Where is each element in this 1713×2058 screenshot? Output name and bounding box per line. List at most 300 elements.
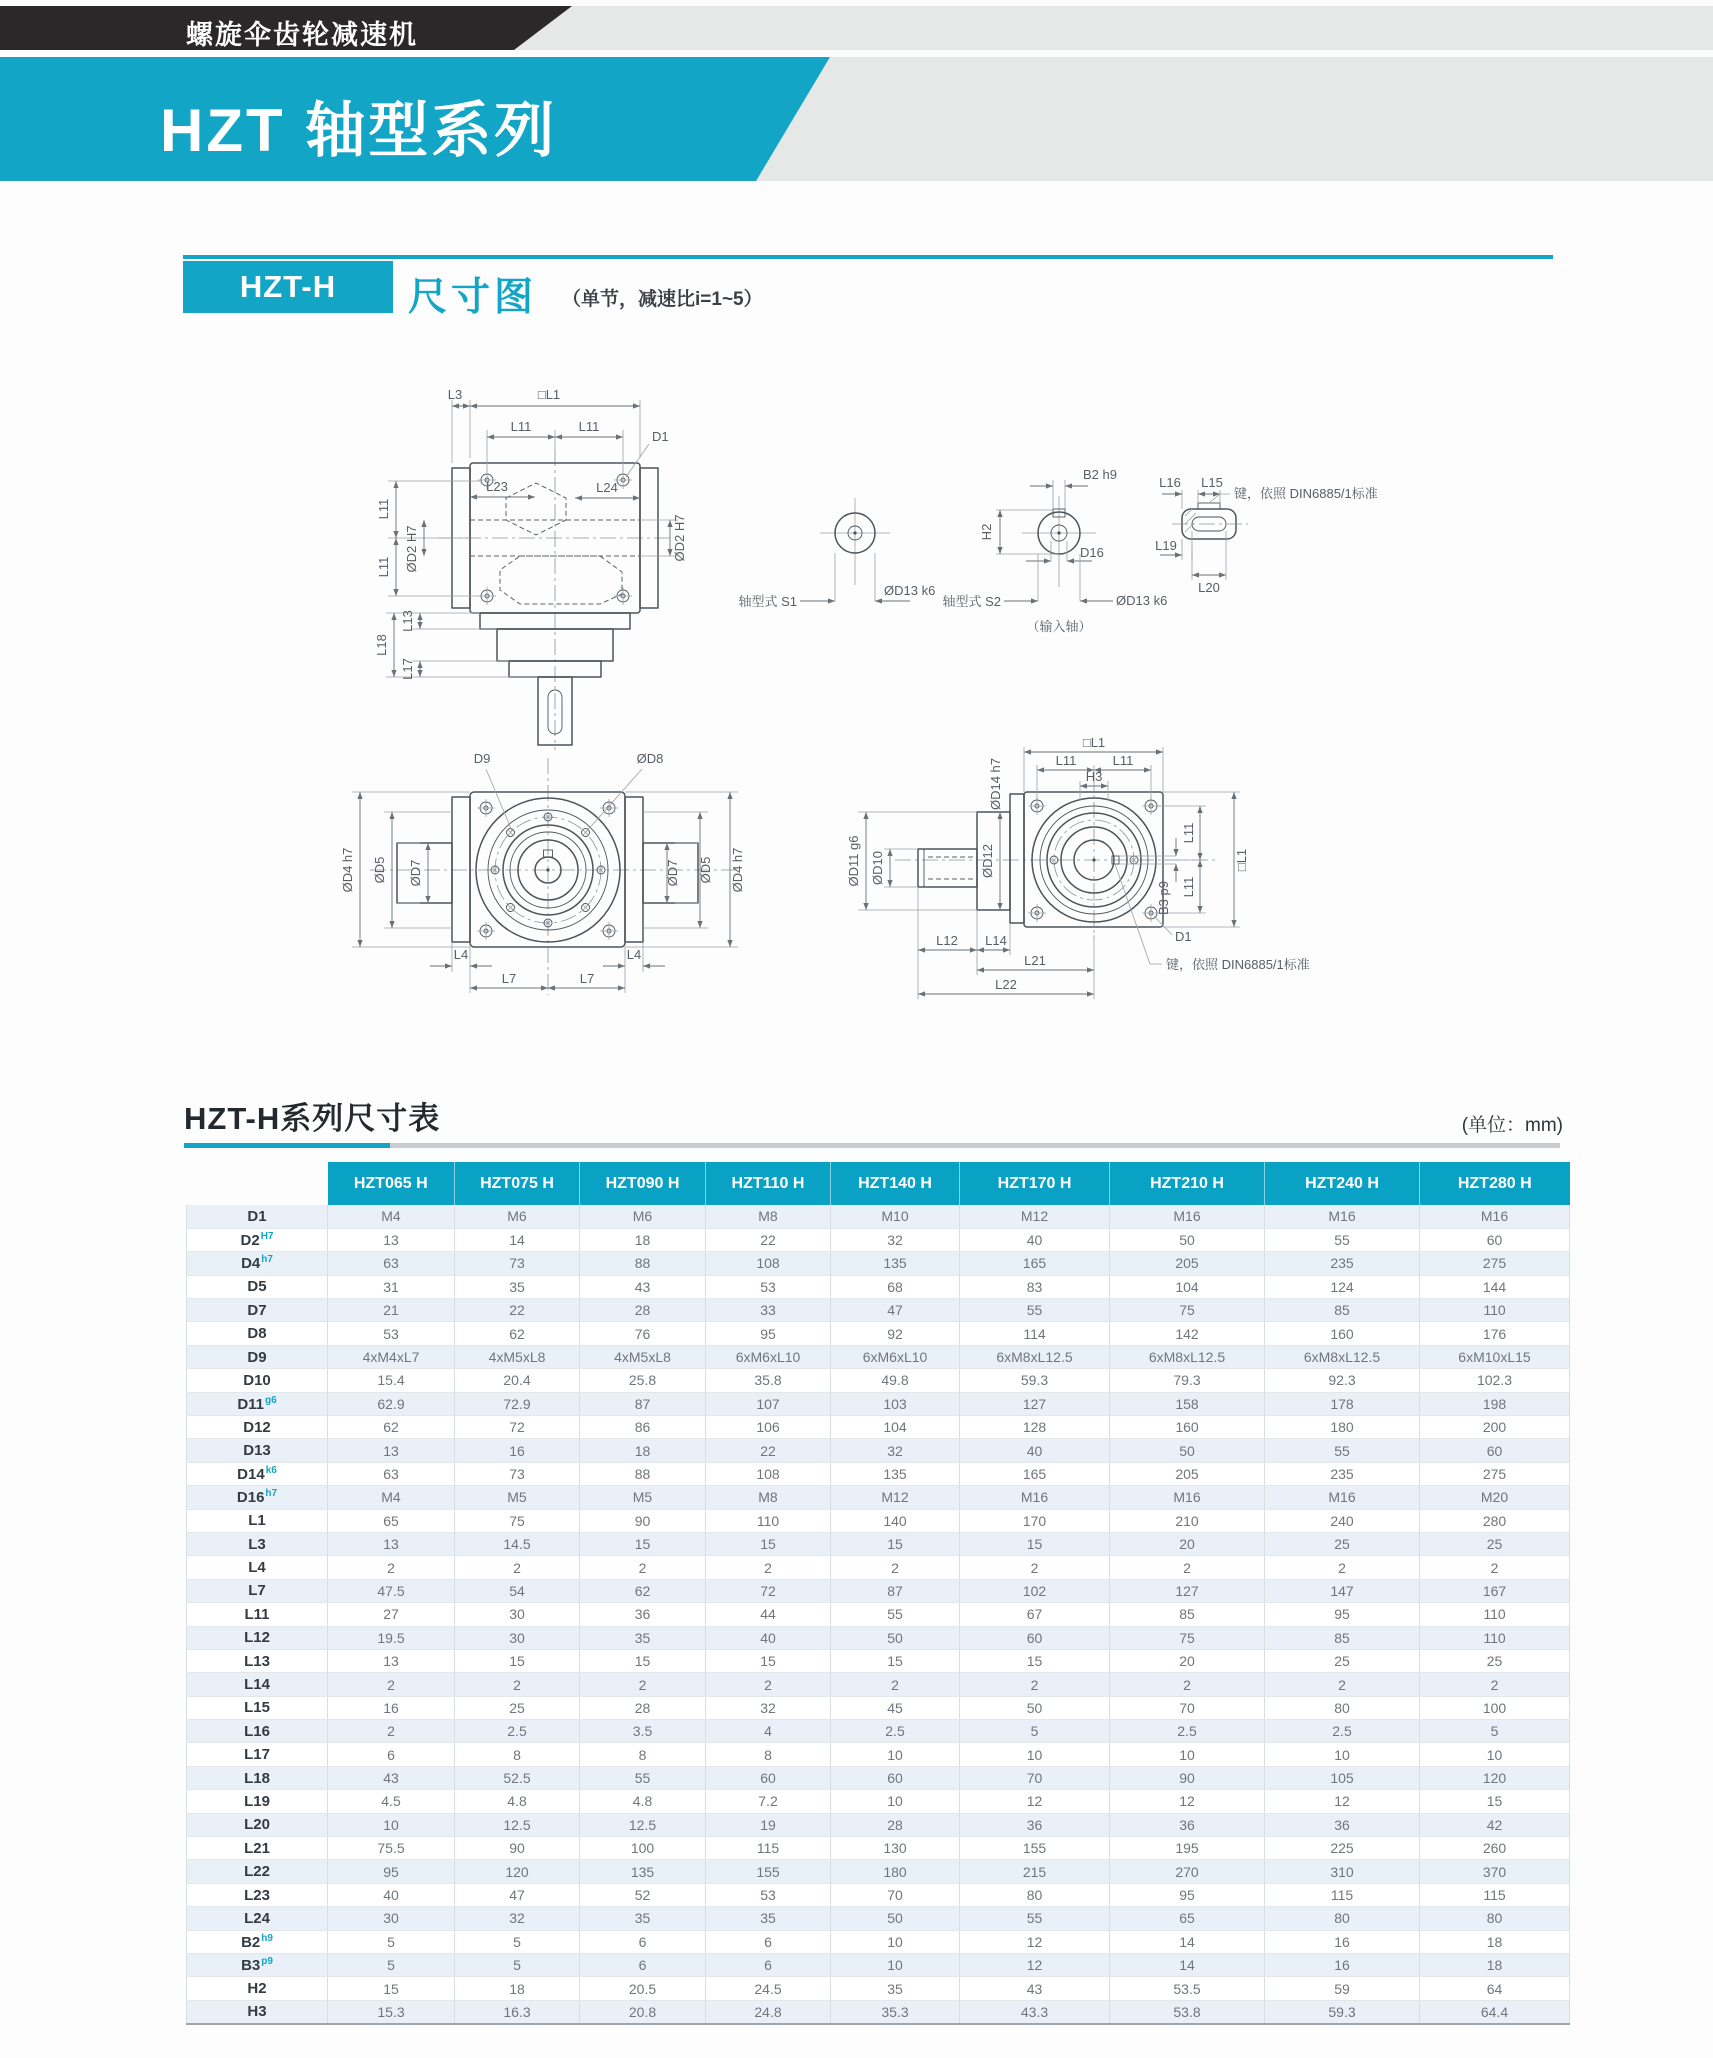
- cell: 60: [1420, 1228, 1570, 1251]
- cell: 6xM6xL10: [831, 1345, 960, 1368]
- cell: 215: [960, 1860, 1110, 1883]
- dim-label: L13: [400, 610, 415, 632]
- cell: 2: [1420, 1556, 1570, 1579]
- cell: M16: [1110, 1205, 1265, 1228]
- cell: 67: [960, 1603, 1110, 1626]
- cell: 15: [328, 1977, 455, 2000]
- cell: 103: [831, 1392, 960, 1415]
- dim-label: ØD4 h7: [340, 847, 355, 893]
- cell: 5: [455, 1930, 580, 1953]
- dim-label: L11: [1112, 753, 1134, 768]
- cell: 35: [455, 1275, 580, 1298]
- cell: 10: [831, 1743, 960, 1766]
- cell: 47: [455, 1883, 580, 1906]
- cell: 15: [580, 1649, 706, 1672]
- dimension-table-wrap: [186, 1162, 1569, 2025]
- cell: M6: [580, 1205, 706, 1228]
- cell: 120: [1420, 1766, 1570, 1789]
- cell: 27: [328, 1603, 455, 1626]
- dim-label: ØD2 H7: [672, 514, 687, 562]
- cell: 60: [831, 1766, 960, 1789]
- table-row: [187, 1462, 1570, 1485]
- cell: 15: [1420, 1790, 1570, 1813]
- cell: 60: [706, 1766, 831, 1789]
- cell: 14: [455, 1228, 580, 1251]
- dim-label: L23: [486, 479, 508, 494]
- cell: 15: [580, 1532, 706, 1555]
- cell: 75.5: [328, 1837, 455, 1860]
- row-label: D8: [187, 1322, 328, 1345]
- cell: 28: [831, 1813, 960, 1836]
- cell: 5: [1420, 1720, 1570, 1743]
- cell: 53: [328, 1322, 455, 1345]
- cell: 270: [1110, 1860, 1265, 1883]
- cell: 63: [328, 1462, 455, 1485]
- row-label: L19: [187, 1790, 328, 1813]
- dim-label: ØD7: [408, 859, 423, 887]
- cell: 6xM8xL12.5: [1110, 1345, 1265, 1368]
- cell: M6: [455, 1205, 580, 1228]
- cell: 240: [1265, 1509, 1420, 1532]
- key-standard-note: 键，依照 DIN6885/1标准: [1166, 957, 1310, 972]
- cell: 55: [960, 1907, 1110, 1930]
- cell: 20: [1110, 1649, 1265, 1672]
- cell: 12: [1265, 1790, 1420, 1813]
- cell: 10: [831, 1790, 960, 1813]
- table-row: [187, 1509, 1570, 1532]
- cell: 59: [1265, 1977, 1420, 2000]
- cell: 15: [960, 1649, 1110, 1672]
- cell: 50: [831, 1626, 960, 1649]
- table-row: [187, 1930, 1570, 1953]
- cell: 310: [1265, 1860, 1420, 1883]
- cell: 18: [580, 1439, 706, 1462]
- column-header: HZT090 H: [580, 1162, 706, 1205]
- cell: 53: [706, 1883, 831, 1906]
- dim-label: L20: [1198, 580, 1220, 595]
- table-row: [187, 1860, 1570, 1883]
- column-header: HZT140 H: [831, 1162, 960, 1205]
- cell: 4.5: [328, 1790, 455, 1813]
- cell: 2: [1265, 1673, 1420, 1696]
- cell: 2: [831, 1673, 960, 1696]
- cell: 83: [960, 1275, 1110, 1298]
- table-row: [187, 1299, 1570, 1322]
- cell: 68: [831, 1275, 960, 1298]
- cell: M16: [1265, 1486, 1420, 1509]
- cell: 40: [706, 1626, 831, 1649]
- dim-label: ØD13 k6: [884, 583, 936, 598]
- cell: 10: [960, 1743, 1110, 1766]
- dim-label: L17: [400, 658, 415, 680]
- cell: 40: [328, 1883, 455, 1906]
- cell: 59.3: [960, 1369, 1110, 1392]
- cell: 35.3: [831, 2000, 960, 2023]
- dim-label: ØD11 g6: [846, 835, 861, 887]
- cell: 165: [960, 1462, 1110, 1485]
- cell: 160: [1265, 1322, 1420, 1345]
- cell: 2: [328, 1673, 455, 1696]
- cell: 75: [455, 1509, 580, 1532]
- cell: 75: [1110, 1626, 1265, 1649]
- table-row: [187, 1392, 1570, 1415]
- row-label: D10: [187, 1369, 328, 1392]
- cell: 110: [1420, 1603, 1570, 1626]
- cell: 28: [580, 1299, 706, 1322]
- cell: 110: [1420, 1299, 1570, 1322]
- cell: 6xM10xL15: [1420, 1345, 1570, 1368]
- cell: 20.8: [580, 2000, 706, 2023]
- cell: 120: [455, 1860, 580, 1883]
- cell: 10: [328, 1813, 455, 1836]
- dim-label: L4: [626, 947, 642, 962]
- cell: 55: [831, 1603, 960, 1626]
- row-label: L21: [187, 1837, 328, 1860]
- cell: 42: [1420, 1813, 1570, 1836]
- cell: 95: [328, 1860, 455, 1883]
- cell: 47: [831, 1299, 960, 1322]
- cell: 160: [1110, 1416, 1265, 1439]
- table-row: [187, 1532, 1570, 1555]
- cell: 62: [580, 1579, 706, 1602]
- cell: 35: [831, 1977, 960, 2000]
- cell: 40: [960, 1439, 1110, 1462]
- column-header: HZT065 H: [328, 1162, 455, 1205]
- cell: 80: [960, 1883, 1110, 1906]
- cell: 102.3: [1420, 1369, 1570, 1392]
- table-row: [187, 1837, 1570, 1860]
- cell: 43.3: [960, 2000, 1110, 2023]
- cell: 13: [328, 1649, 455, 1672]
- cell: 92: [831, 1322, 960, 1345]
- dimension-table: [186, 1162, 1570, 2025]
- cell: 180: [1265, 1416, 1420, 1439]
- cell: 2.5: [1110, 1720, 1265, 1743]
- cell: 75: [1110, 1299, 1265, 1322]
- dim-label: □L1: [537, 387, 561, 402]
- dim-label: ØD10: [870, 851, 885, 885]
- column-header: HZT210 H: [1110, 1162, 1265, 1205]
- cell: 2: [328, 1720, 455, 1743]
- cell: 70: [960, 1766, 1110, 1789]
- cell: 22: [706, 1439, 831, 1462]
- cell: 225: [1265, 1837, 1420, 1860]
- table-row: [187, 1790, 1570, 1813]
- cell: 16: [1265, 1930, 1420, 1953]
- row-label: L3: [187, 1532, 328, 1555]
- row-label: H3: [187, 2000, 328, 2023]
- cell: 127: [960, 1392, 1110, 1415]
- dim-label: L11: [510, 419, 532, 434]
- cell: 43: [328, 1766, 455, 1789]
- cell: 14: [1110, 1954, 1265, 1977]
- dim-label: L7: [501, 971, 517, 986]
- column-header: HZT280 H: [1420, 1162, 1570, 1205]
- table-row: [187, 1696, 1570, 1719]
- cell: 43: [960, 1977, 1110, 2000]
- row-label: L15: [187, 1696, 328, 1719]
- cell: 25: [1265, 1649, 1420, 1672]
- cell: 5: [455, 1954, 580, 1977]
- cell: 73: [455, 1462, 580, 1485]
- dim-label: D9: [473, 751, 491, 766]
- cell: 10: [831, 1930, 960, 1953]
- row-label: L16: [187, 1720, 328, 1743]
- dim-label: H2: [979, 523, 994, 541]
- cell: M12: [960, 1205, 1110, 1228]
- cell: 147: [1265, 1579, 1420, 1602]
- cell: 21: [328, 1299, 455, 1322]
- cell: 16: [328, 1696, 455, 1719]
- cell: 24.5: [706, 1977, 831, 2000]
- cell: 7.2: [706, 1790, 831, 1813]
- table-row: [187, 1228, 1570, 1251]
- cell: 10: [831, 1954, 960, 1977]
- cell: 158: [1110, 1392, 1265, 1415]
- dim-label: L11: [376, 498, 391, 520]
- cell: 10: [1110, 1743, 1265, 1766]
- cell: 73: [455, 1252, 580, 1275]
- cell: 30: [455, 1603, 580, 1626]
- row-label: L17: [187, 1743, 328, 1766]
- cell: 2: [831, 1556, 960, 1579]
- table-row: [187, 1743, 1570, 1766]
- key-standard-note: 键，依照 DIN6885/1标准: [1234, 486, 1378, 501]
- cell: 15: [831, 1532, 960, 1555]
- table-row: [187, 1345, 1570, 1368]
- cell: 60: [960, 1626, 1110, 1649]
- cell: 114: [960, 1322, 1110, 1345]
- cell: 2: [1420, 1673, 1570, 1696]
- cell: 127: [1110, 1579, 1265, 1602]
- cell: 15.4: [328, 1369, 455, 1392]
- cell: 80: [1265, 1696, 1420, 1719]
- cell: 64: [1420, 1977, 1570, 2000]
- dim-label: L14: [985, 933, 1007, 948]
- dim-label: D1: [1175, 929, 1192, 944]
- column-header: HZT075 H: [455, 1162, 580, 1205]
- front-view-drawing: [340, 751, 745, 995]
- dim-label: L22: [995, 977, 1017, 992]
- row-label: D1: [187, 1205, 328, 1228]
- cell: 5: [328, 1930, 455, 1953]
- cell: 235: [1265, 1252, 1420, 1275]
- dim-label: L11: [1181, 876, 1196, 898]
- cell: 280: [1420, 1509, 1570, 1532]
- cell: 52: [580, 1883, 706, 1906]
- cell: 105: [1265, 1766, 1420, 1789]
- table-row: [187, 1907, 1570, 1930]
- row-label: L13: [187, 1649, 328, 1672]
- shaft-sections-drawing: [738, 467, 1377, 634]
- cell: 15: [831, 1649, 960, 1672]
- cell: 15: [706, 1532, 831, 1555]
- cell: 108: [706, 1462, 831, 1485]
- dim-label: L12: [936, 933, 958, 948]
- cell: 62.9: [328, 1392, 455, 1415]
- section-note: （单节，减速比i=1~5）: [562, 289, 763, 310]
- cell: 2: [580, 1556, 706, 1579]
- cell: 25.8: [580, 1369, 706, 1392]
- cell: 35.8: [706, 1369, 831, 1392]
- cell: 90: [455, 1837, 580, 1860]
- cell: 275: [1420, 1252, 1570, 1275]
- cell: 87: [831, 1579, 960, 1602]
- cell: 88: [580, 1462, 706, 1485]
- cell: M16: [1265, 1205, 1420, 1228]
- cell: 95: [1265, 1603, 1420, 1626]
- cell: 205: [1110, 1252, 1265, 1275]
- cell: 140: [831, 1509, 960, 1532]
- cell: 4xM4xL7: [328, 1345, 455, 1368]
- table-row: [187, 1954, 1570, 1977]
- cell: 4.8: [455, 1790, 580, 1813]
- cell: 32: [831, 1439, 960, 1462]
- series-title: HZT 轴型系列: [160, 97, 558, 164]
- row-label: $B2^{h9}$: [187, 1930, 328, 1953]
- cell: 135: [831, 1252, 960, 1275]
- dim-label: L11: [376, 556, 391, 578]
- row-label: $D14^{k6}$: [187, 1462, 328, 1485]
- table-row: [187, 1626, 1570, 1649]
- cell: 33: [706, 1299, 831, 1322]
- dimension-drawings: [0, 330, 1713, 1090]
- cell: 60: [1420, 1439, 1570, 1462]
- cell: 2: [1110, 1556, 1265, 1579]
- table-row: [187, 1556, 1570, 1579]
- cell: 55: [960, 1299, 1110, 1322]
- dim-label: H3: [1085, 769, 1103, 784]
- cell: 90: [1110, 1766, 1265, 1789]
- cell: 35: [580, 1626, 706, 1649]
- cell: M5: [455, 1486, 580, 1509]
- cell: 13: [328, 1532, 455, 1555]
- cell: 16: [1265, 1954, 1420, 1977]
- table-corner: [187, 1162, 328, 1205]
- cell: 76: [580, 1322, 706, 1345]
- cell: 12: [960, 1790, 1110, 1813]
- table-row: [187, 1275, 1570, 1298]
- cell: 15: [455, 1649, 580, 1672]
- dim-label: L18: [374, 634, 389, 656]
- cell: 6: [580, 1930, 706, 1953]
- cell: 195: [1110, 1837, 1265, 1860]
- cell: 30: [328, 1907, 455, 1930]
- cell: 16: [455, 1439, 580, 1462]
- cell: M5: [580, 1486, 706, 1509]
- table-row: [187, 1977, 1570, 2000]
- dim-label: ØD14 h7: [988, 757, 1003, 811]
- cell: 95: [706, 1322, 831, 1345]
- cell: M8: [706, 1205, 831, 1228]
- cell: 106: [706, 1416, 831, 1439]
- cell: 18: [1420, 1954, 1570, 1977]
- row-label: D13: [187, 1439, 328, 1462]
- cell: 85: [1265, 1299, 1420, 1322]
- cell: 32: [831, 1228, 960, 1251]
- cell: 18: [455, 1977, 580, 2000]
- shaft-type-s1-label: 轴型式 S1: [738, 594, 797, 609]
- cell: 2: [960, 1556, 1110, 1579]
- table-row: [187, 1486, 1570, 1509]
- cell: M16: [1420, 1205, 1570, 1228]
- header-row: [187, 1162, 1570, 1205]
- cell: 85: [1110, 1603, 1265, 1626]
- shaft-type-s2-label: 轴型式 S2: [942, 594, 1001, 609]
- dim-label: L11: [578, 419, 600, 434]
- dim-label: □L1: [1234, 848, 1249, 872]
- cell: 107: [706, 1392, 831, 1415]
- cell: 12.5: [455, 1813, 580, 1836]
- cell: 25: [455, 1696, 580, 1719]
- cell: 4.8: [580, 1790, 706, 1813]
- cell: 102: [960, 1579, 1110, 1602]
- dim-label: L19: [1155, 538, 1177, 553]
- table-row: [187, 1673, 1570, 1696]
- cell: 50: [1110, 1228, 1265, 1251]
- cell: 2: [1110, 1673, 1265, 1696]
- table-row: [187, 1649, 1570, 1672]
- cell: 35: [580, 1907, 706, 1930]
- cell: 25: [1420, 1649, 1570, 1672]
- cell: 170: [960, 1509, 1110, 1532]
- cell: 12.5: [580, 1813, 706, 1836]
- cell: 80: [1420, 1907, 1570, 1930]
- cell: 50: [960, 1696, 1110, 1719]
- dim-label: L3: [447, 387, 463, 402]
- cell: 108: [706, 1252, 831, 1275]
- cell: 15.3: [328, 2000, 455, 2023]
- dim-label: ØD7: [665, 859, 680, 887]
- cell: 6: [706, 1930, 831, 1953]
- dim-label: L11: [1055, 753, 1077, 768]
- cell: 370: [1420, 1860, 1570, 1883]
- cell: 12: [1110, 1790, 1265, 1813]
- cell: 65: [328, 1509, 455, 1532]
- row-label: L4: [187, 1556, 328, 1579]
- cell: 2: [706, 1556, 831, 1579]
- cell: 50: [1110, 1439, 1265, 1462]
- cell: 53: [706, 1275, 831, 1298]
- cell: 110: [706, 1509, 831, 1532]
- cell: M4: [328, 1486, 455, 1509]
- cell: 2.5: [1265, 1720, 1420, 1743]
- dim-label: ØD8: [636, 751, 664, 766]
- row-label: L24: [187, 1907, 328, 1930]
- cell: 20.4: [455, 1369, 580, 1392]
- cell: 79.3: [1110, 1369, 1265, 1392]
- cell: 65: [1110, 1907, 1265, 1930]
- cell: 142: [1110, 1322, 1265, 1345]
- cell: 260: [1420, 1837, 1570, 1860]
- row-label: $D4^{h7}$: [187, 1252, 328, 1275]
- dim-label: ØD13 k6: [1116, 593, 1168, 608]
- side-view-drawing: [846, 735, 1310, 999]
- cell: 2: [455, 1556, 580, 1579]
- cell: 54: [455, 1579, 580, 1602]
- cell: 19: [706, 1813, 831, 1836]
- cell: 15: [706, 1649, 831, 1672]
- cell: 28: [580, 1696, 706, 1719]
- cell: 104: [1110, 1275, 1265, 1298]
- row-label: $B3^{p9}$: [187, 1954, 328, 1977]
- cell: 55: [1265, 1228, 1420, 1251]
- cell: 12: [960, 1930, 1110, 1953]
- cell: 135: [831, 1462, 960, 1485]
- cell: 115: [1265, 1883, 1420, 1906]
- cell: 155: [706, 1860, 831, 1883]
- cell: 165: [960, 1252, 1110, 1275]
